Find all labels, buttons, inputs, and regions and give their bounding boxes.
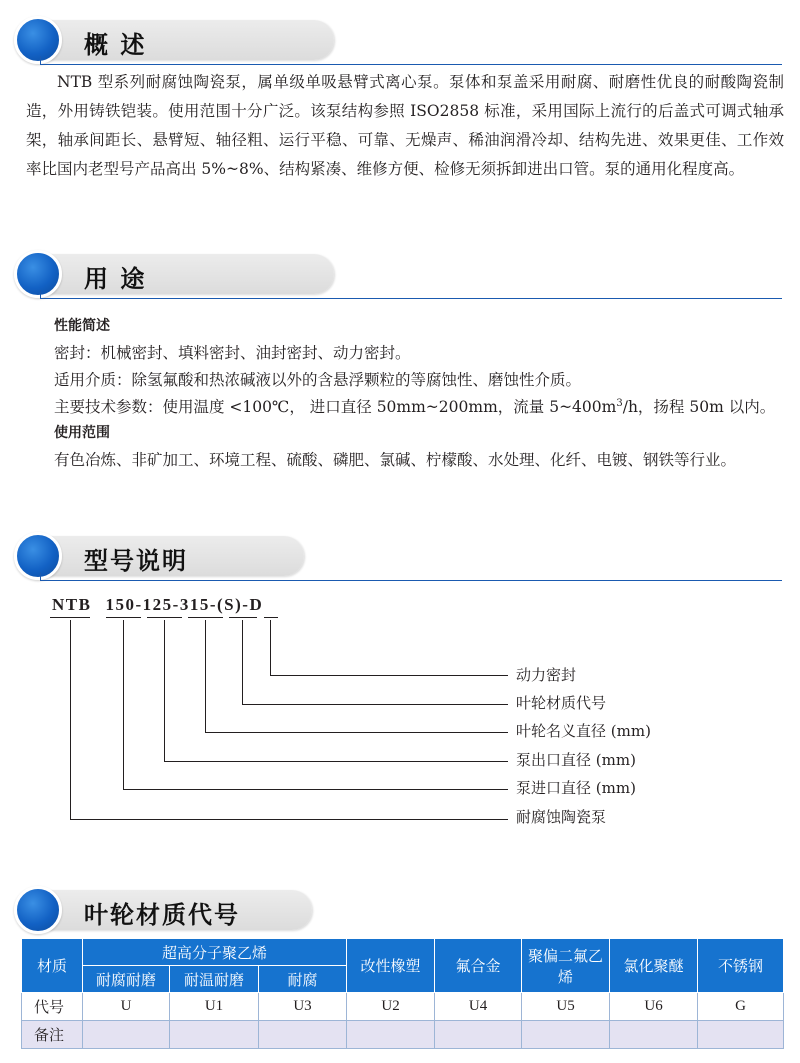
- params-line: [54, 395, 775, 417]
- params-superscript: 3: [616, 397, 623, 409]
- label-outlet-diameter: 泵出口直径 (mm): [516, 751, 636, 769]
- code-inlet: 150: [105, 595, 136, 614]
- section-title-usage: 用 途: [84, 265, 147, 293]
- table-cell: U5: [522, 993, 610, 1021]
- note-row-label: 备注: [22, 1021, 83, 1049]
- section-rule: [40, 298, 782, 299]
- section-rule: [40, 64, 782, 65]
- col-chlorinated-polyether: 氯化聚醚: [610, 939, 698, 993]
- col-modified-rubber: 改性橡塑: [347, 939, 435, 993]
- col-fluoro-alloy: 氟合金: [435, 939, 522, 993]
- table-cell: [347, 1021, 435, 1049]
- table-cell: U2: [347, 993, 435, 1021]
- code-outlet: 125: [142, 595, 173, 614]
- uhmw-sub-header: 耐腐: [259, 966, 347, 993]
- scope-line: 有色冶炼、非矿加工、环境工程、硫酸、磷肥、氯碱、柠檬酸、水处理、化纤、电镀、钢铁等行业。: [54, 451, 737, 469]
- table-cell: U4: [435, 993, 522, 1021]
- uhmw-group-header: 超高分子聚乙烯: [83, 939, 347, 966]
- overview-paragraph: NTB 型系列耐腐蚀陶瓷泵，属单级单吸悬臂式离心泵。泵体和泵盖采用耐腐、耐磨性优良的耐酸陶瓷制造，外用铸铁铠装。使用范围十分广泛。该泵结构参照 ISO2858 标准，采用国际上流行的后盖式可调式轴承架，轴承间距长、悬臂短、轴径粗、运行平稳、可靠、无燥声、稀油润滑冷却、结构先进、效果更佳、工作效率比国内老型号产品高出 5%~8%、结构紧凑、维修方便、检修无须拆卸进出口管。泵的通用化程度高。: [26, 73, 784, 178]
- code-impeller-diameter: 315: [179, 595, 210, 614]
- table-cell: G: [698, 993, 784, 1021]
- model-code: NTB 150-125-315-(S)-D: [52, 595, 264, 614]
- bullet-circle-icon: [14, 532, 62, 580]
- col-pvdf: 聚偏二氟乙烯: [522, 939, 610, 993]
- table-cell: [259, 1021, 347, 1049]
- label-impeller-diameter: 叶轮名义直径 (mm): [516, 722, 651, 740]
- table-cell: U1: [170, 993, 259, 1021]
- code-underline: [188, 617, 223, 618]
- bullet-circle-icon: [14, 886, 62, 934]
- medium-line: 适用介质：除氢氟酸和热浓碱液以外的含悬浮颗粒的等腐蚀性、磨蚀性介质。: [54, 371, 582, 389]
- material-code-table: [21, 938, 784, 1049]
- label-inlet-diameter: 泵进口直径 (mm): [516, 779, 636, 797]
- section-title-material: 叶轮材质代号: [84, 901, 240, 929]
- uhmw-sub-header: 耐温耐磨: [170, 966, 259, 993]
- table-cell: U: [83, 993, 170, 1021]
- uhmw-sub-header: 耐腐耐磨: [83, 966, 170, 993]
- table-cell: [170, 1021, 259, 1049]
- performance-heading: 性能简述: [54, 318, 110, 334]
- label-ceramic-pump: 耐腐蚀陶瓷泵: [516, 808, 607, 826]
- table-cell: [698, 1021, 784, 1049]
- section-header-usage: [14, 246, 334, 302]
- section-header-material: [14, 882, 314, 938]
- table-cell: U3: [259, 993, 347, 1021]
- material-header: 材质: [22, 939, 83, 993]
- seal-line: 密封：机械密封、填料密封、油封密封、动力密封。: [54, 344, 411, 362]
- code-underline: [106, 617, 141, 618]
- params-suffix: /h，扬程 50m 以内。: [622, 398, 776, 416]
- code-impeller-material: (S): [216, 595, 243, 614]
- table-row-codes: [22, 993, 784, 1021]
- table-row-notes: [22, 1021, 784, 1049]
- code-underline: [147, 617, 182, 618]
- label-power-seal: 动力密封: [516, 666, 577, 684]
- code-row-label: 代号: [22, 993, 83, 1021]
- code-series: NTB: [52, 595, 92, 614]
- section-rule: [40, 580, 782, 581]
- section-header-model: [14, 528, 304, 584]
- table-cell: U6: [610, 993, 698, 1021]
- table-cell: [522, 1021, 610, 1049]
- params-prefix: 主要技术参数：使用温度 <100℃， 进口直径 50mm~200mm，流量 5~400m: [54, 398, 617, 416]
- section-title-model: 型号说明: [84, 547, 188, 575]
- table-cell: [83, 1021, 170, 1049]
- bullet-circle-icon: [14, 250, 62, 298]
- code-underline: [50, 617, 90, 618]
- label-impeller-material: 叶轮材质代号: [516, 694, 607, 712]
- code-underline: [264, 617, 278, 618]
- section-header-overview: [14, 12, 334, 68]
- table-cell: [610, 1021, 698, 1049]
- table-cell: [435, 1021, 522, 1049]
- code-underline: [229, 617, 257, 618]
- code-seal: D: [249, 595, 264, 614]
- scope-heading: 使用范围: [54, 425, 110, 441]
- bullet-circle-icon: [14, 16, 62, 64]
- section-title-overview: 概 述: [84, 31, 147, 59]
- col-stainless-steel: 不锈钢: [698, 939, 784, 993]
